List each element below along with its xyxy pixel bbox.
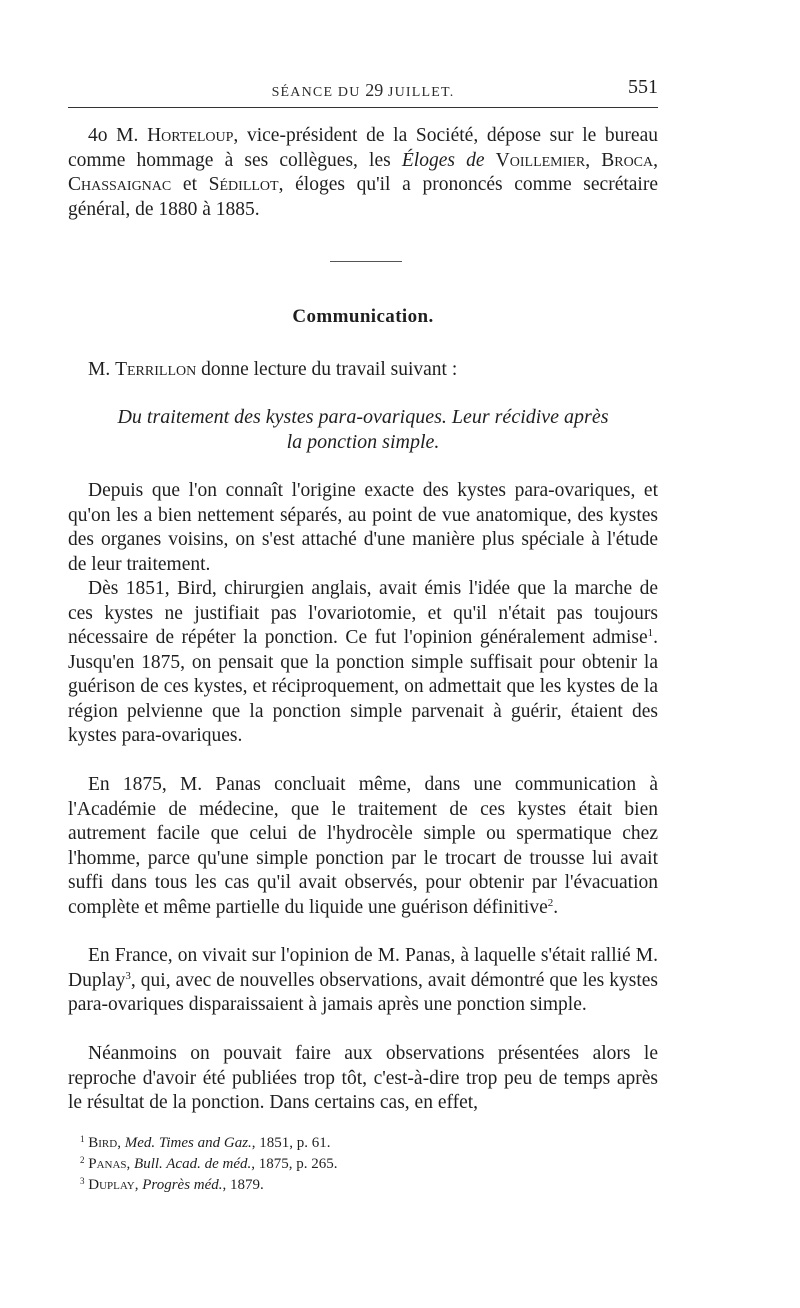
footnote-1 [68, 1133, 658, 1154]
footnotes [68, 1133, 658, 1196]
footnote-2-source: Bull. Acad. de méd. [134, 1156, 252, 1172]
paragraph-3-text-a: En 1875, M. Panas concluait même, dans une communication à l'Académie de médecine, que le traitement de ces kystes était bien autrement facile que celui de l'hydrocèle simple ou spermatique chez l'homme, parce qu'une simple ponction par le trocart de trousse lui avait suffi dans tous les cas qu'il avait observés, pour obtenir par l'évacuation complète et même partielle du liquide une guérison définitive [68, 774, 658, 918]
intro-text: donne lecture du travail suivant : [196, 359, 458, 380]
header-rule [68, 107, 658, 108]
item-space [485, 150, 496, 171]
person-sedillot: Sédillot [208, 174, 279, 195]
body-paragraph-5: Néanmoins on pouvait faire aux observations présentées alors le reproche d'avoir été publiées trop tôt, c'est-à-dire trop peu de temps après le résultat de la ponction. Dans certains cas, en effet, [68, 1043, 658, 1113]
footnote-1-rest: , 1851, p. 61. [251, 1135, 331, 1151]
footnote-2-author: Panas [88, 1156, 127, 1172]
footnote-3 [68, 1175, 658, 1196]
footnote-1-source: Med. Times and Gaz. [124, 1135, 252, 1151]
paragraph-4-text-a: En France, on vivait sur l'opinion de M. Panas, à laquelle s'était rallié M. Duplay [68, 945, 658, 991]
paragraph-2-text-a: Dès 1851, Bird, chirurgien anglais, avait émis l'idée que la marche de ces kystes ne justifiait pas l'ovariotomie, et qu'il n'était pas toujours nécessaire de répéter la ponction. Ce fut l'opinion généralement admise [68, 578, 658, 648]
footnote-ref-2: 2 [547, 896, 554, 909]
running-title-post: JUILLET. [383, 85, 455, 100]
section-heading: Communication. [292, 306, 434, 327]
item-number: 4o [88, 125, 108, 146]
body-paragraph-2 [68, 577, 658, 749]
person-horteloup: Horteloup [147, 125, 234, 146]
item-comma-1: , [585, 149, 602, 171]
footnote-ref-3: 3 [125, 969, 131, 982]
paragraph-3-text-b: . [553, 896, 559, 918]
intro-paragraph [68, 358, 658, 383]
running-title-pre: SÉANCE DU [271, 85, 366, 100]
item-4-paragraph [68, 124, 658, 222]
footnote-3-author: Duplay [88, 1177, 135, 1193]
page-number: 551 [628, 76, 658, 98]
eloges-title: Éloges de [401, 149, 485, 171]
footnote-3-mark: 3 [80, 1176, 85, 1186]
footnote-3-sep: , [134, 1177, 143, 1193]
footnote-3-rest: , 1879. [222, 1177, 264, 1193]
intro-m: M. [88, 359, 116, 380]
footnote-ref-1: 1 [647, 627, 654, 639]
footnote-2-rest: , 1875, p. 265. [251, 1156, 338, 1172]
person-broca: Broca [601, 149, 654, 171]
body-paragraph-3 [68, 773, 658, 920]
footnote-2-sep: , [126, 1156, 135, 1172]
article-title [68, 405, 658, 455]
item-comma-2: , [653, 149, 658, 171]
running-title [68, 80, 658, 101]
body-paragraph-1: Depuis que l'on connaît l'origine exacte des kystes para-ovariques, et qu'on les a bien nettement séparés, au point de vue anatomique, des kystes des organes voisins, on s'est attaché d'une manière plus spéciale à l'étude de leur traitement. [68, 480, 658, 575]
paragraph-2-text-b: . Jusqu'en 1875, on pensait que la ponction simple suffisait pour obtenir la guérison de ces kystes, et réciproquement, on admettait que les kystes de la région pelvienne que la ponction simple parvenait à guérir, étaient des kystes para-ovariques. [68, 627, 658, 746]
item-et: et [171, 174, 209, 195]
section-divider [330, 261, 402, 262]
footnote-1-mark: 1 [80, 1134, 85, 1144]
person-voillemier: Voillemier [495, 149, 586, 171]
item-text-2: , éloges qu'il a prononcés comme secrétaire général, de 1880 à 1885. [68, 174, 658, 220]
footnote-3-source: Progrès méd. [142, 1177, 223, 1193]
person-chassaignac: Chassaignac [68, 174, 172, 195]
item-text-1: , vice-président de la Société, dépose sur le bureau comme hommage à ses collègues, les [68, 125, 658, 171]
paragraph-4-text-b: , qui, avec de nouvelles observations, avait démontré que les kystes para-ovariques disparaissaient à jamais après une ponction simple. [68, 969, 658, 1015]
footnote-1-sep: , [117, 1135, 125, 1151]
running-head [68, 76, 658, 100]
item-m: M. [107, 125, 148, 146]
footnote-1-author: Bird [88, 1135, 118, 1151]
article-title-line-2: la ponction simple. [286, 431, 440, 453]
footnote-2 [68, 1154, 658, 1175]
person-terrillon: Terrillon [115, 359, 197, 380]
running-title-num: 29 [365, 80, 384, 100]
body-paragraph-4 [68, 944, 658, 1018]
article-title-line-1: Du traitement des kystes para-ovariques. Leur récidive après [117, 406, 609, 428]
footnote-2-mark: 2 [80, 1155, 85, 1165]
